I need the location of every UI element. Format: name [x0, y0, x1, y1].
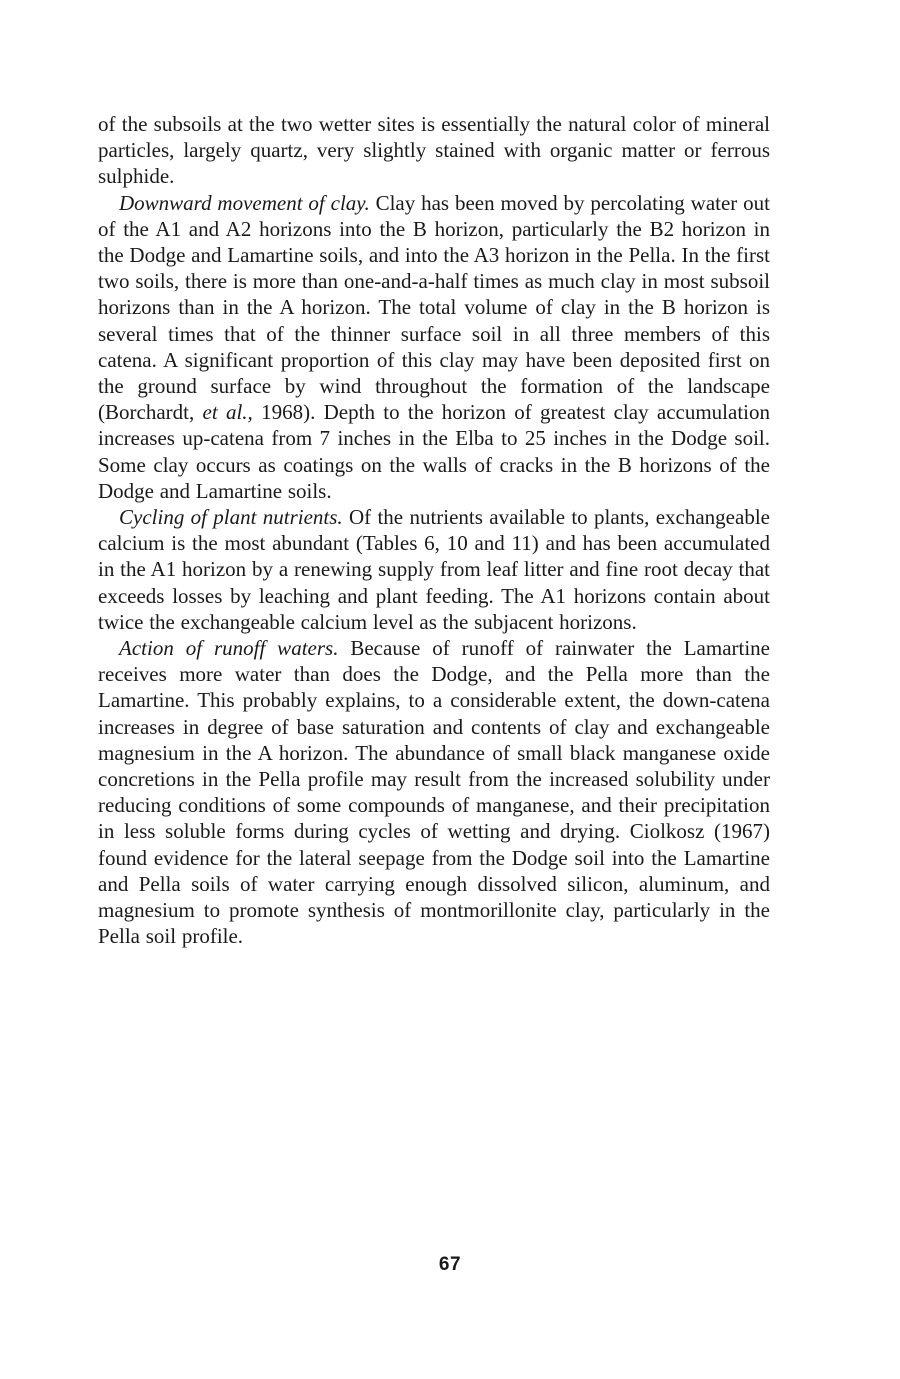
paragraph-text: of the subsoils at the two wetter sites is essentially the natural color of mineral particles, largely quartz, very slightly stained with organic matter or ferrous sulphide.	[98, 112, 770, 189]
paragraph-text: Of the nutrients available to plants, exchangeable calcium is the most abundant (Tables 6, 10 and 11) and has been accumulated in the A1 horizon by a renewing supply from leaf litter and fine root decay that exceeds losses by leaching and plant feeding. The A1 horizons contain about twice the exchangeable calcium level as the subjacent horizons.	[98, 505, 770, 634]
paragraph-continuation	[98, 111, 770, 190]
paragraph-text-continued: 1968). Depth to the horizon of greatest clay accumulation increases up-catena from 7 inches in the Elba to 25 inches in the Dodge soil. Some clay occurs as coatings on the walls of cracks in the B horizons of the Dodge and Lamartine soils.	[98, 400, 770, 503]
paragraph-cycling-of-plant-nutrients	[98, 504, 770, 635]
paragraph-heading: Downward movement of clay.	[119, 190, 370, 215]
paragraph-heading: Cycling of plant nutrients.	[119, 505, 343, 530]
paragraph-text: Because of runoff of rainwater the Lamartine receives more water than does the Dodge, and the Pella more than the Lamartine. This probably explains, to a considerable extent, the down-catena increases in degree of base saturation and contents of clay and exchangeable magnesium in the A horizon. The abundance of small black manganese oxide concretions in the Pella profile may result from the increased solubility under reducing conditions of some compounds of manganese, and their precipitation in less soluble forms during cycles of wetting and drying. Ciolkosz (1967) found evidence for the lateral seepage from the Dodge soil into the Lamartine and Pella soils of water carrying enough dissolved silicon, aluminum, and magnesium to promote synthesis of montmorillonite clay, particularly in the Pella soil profile.	[98, 636, 771, 949]
paragraph-action-of-runoff-waters	[98, 635, 770, 949]
citation-et-al: et al.,	[202, 400, 253, 425]
paragraph-text: Clay has been moved by percolating water out of the A1 and A2 horizons into the B horizon, particularly the B2 horizon in the Dodge and Lamartine soils, and into the A3 horizon in the Pella. In the first two soils, there is more than one-and-a-half times as much clay in most subsoil horizons than in the A horizon. The total volume of clay in the B horizon is several times that of the thinner surface soil in all three members of this catena. A significant proportion of this clay may have been deposited first on the ground surface by wind throughout the formation of the landscape (Borchardt,	[98, 190, 770, 425]
paragraph-downward-movement-of-clay	[98, 190, 770, 504]
body-text	[98, 111, 770, 950]
page-number: 67	[438, 1254, 462, 1275]
paragraph-heading: Action of runoff waters.	[119, 636, 339, 661]
